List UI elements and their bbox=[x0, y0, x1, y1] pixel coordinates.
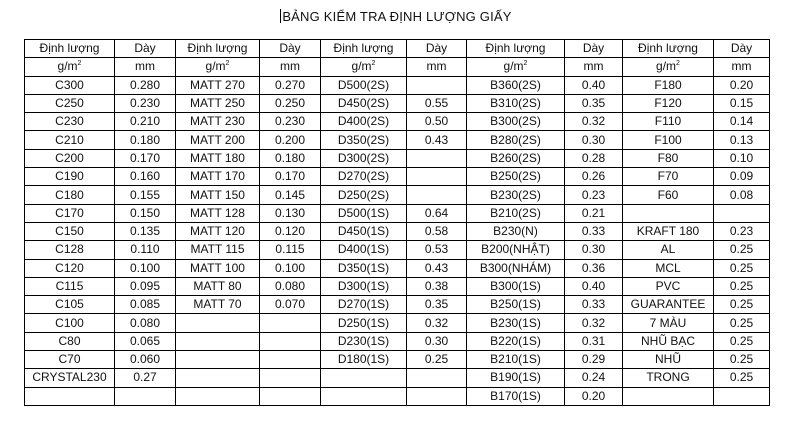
unit-gsm-exp: 2 bbox=[77, 60, 82, 68]
thickness-cell: 0.180 bbox=[115, 131, 176, 149]
weight-cell bbox=[176, 332, 260, 350]
table-row bbox=[25, 277, 770, 295]
unit-mm: mm bbox=[407, 58, 467, 76]
weight-cell: B230(N) bbox=[467, 222, 565, 240]
weight-cell: C190 bbox=[25, 168, 115, 186]
thickness-cell: 0.32 bbox=[565, 314, 623, 332]
thickness-cell bbox=[407, 369, 467, 387]
thickness-cell: 0.200 bbox=[260, 131, 321, 149]
table-row bbox=[25, 149, 770, 167]
weight-cell: MATT 120 bbox=[176, 222, 260, 240]
weight-cell: C210 bbox=[25, 131, 115, 149]
weight-cell: NHŨ BẠC bbox=[623, 332, 714, 350]
weight-cell: NHŨ bbox=[623, 351, 714, 369]
thickness-cell bbox=[115, 387, 176, 405]
thickness-cell: 0.35 bbox=[407, 296, 467, 314]
weight-cell: B280(2S) bbox=[467, 131, 565, 149]
thickness-cell bbox=[714, 204, 770, 222]
unit-gsm-exp: 2 bbox=[225, 60, 230, 68]
weight-cell: B170(1S) bbox=[467, 387, 565, 405]
unit-mm: mm bbox=[260, 58, 321, 76]
weight-cell: TRONG bbox=[623, 369, 714, 387]
weight-cell: B360(2S) bbox=[467, 76, 565, 94]
weight-cell: F120 bbox=[623, 94, 714, 112]
thickness-cell: 0.40 bbox=[565, 277, 623, 295]
weight-cell: 7 MÀU bbox=[623, 314, 714, 332]
weight-cell: B230(2S) bbox=[467, 186, 565, 204]
thickness-cell bbox=[714, 387, 770, 405]
weight-cell: GUARANTEE bbox=[623, 296, 714, 314]
header-day: Dày bbox=[407, 40, 467, 58]
weight-cell: B230(1S) bbox=[467, 314, 565, 332]
thickness-cell: 0.30 bbox=[565, 241, 623, 259]
thickness-cell: 0.10 bbox=[714, 149, 770, 167]
weight-cell: C150 bbox=[25, 222, 115, 240]
thickness-cell: 0.25 bbox=[714, 332, 770, 350]
weight-cell: MATT 270 bbox=[176, 76, 260, 94]
weight-cell: MATT 180 bbox=[176, 149, 260, 167]
thickness-cell: 0.115 bbox=[260, 241, 321, 259]
thickness-cell: 0.29 bbox=[565, 351, 623, 369]
unit-gsm bbox=[321, 58, 407, 76]
thickness-cell: 0.180 bbox=[260, 149, 321, 167]
thickness-cell: 0.135 bbox=[115, 222, 176, 240]
table-row bbox=[25, 204, 770, 222]
weight-cell: B250(2S) bbox=[467, 168, 565, 186]
thickness-cell: 0.58 bbox=[407, 222, 467, 240]
table-row bbox=[25, 296, 770, 314]
thickness-cell: 0.33 bbox=[565, 222, 623, 240]
weight-cell: B210(1S) bbox=[467, 351, 565, 369]
thickness-cell bbox=[407, 387, 467, 405]
thickness-cell bbox=[407, 186, 467, 204]
weight-cell: B190(1S) bbox=[467, 369, 565, 387]
thickness-cell: 0.170 bbox=[115, 149, 176, 167]
thickness-cell: 0.25 bbox=[714, 351, 770, 369]
thickness-cell: 0.150 bbox=[115, 204, 176, 222]
header-dinh-luong: Định lượng bbox=[25, 40, 115, 58]
thickness-cell: 0.53 bbox=[407, 241, 467, 259]
weight-cell: C105 bbox=[25, 296, 115, 314]
weight-cell bbox=[176, 314, 260, 332]
header-day: Dày bbox=[565, 40, 623, 58]
table-row bbox=[25, 387, 770, 405]
table-row bbox=[25, 168, 770, 186]
unit-mm: mm bbox=[714, 58, 770, 76]
weight-cell: D300(2S) bbox=[321, 149, 407, 167]
header-dinh-luong: Định lượng bbox=[623, 40, 714, 58]
thickness-cell: 0.100 bbox=[260, 259, 321, 277]
thickness-cell: 0.070 bbox=[260, 296, 321, 314]
table-row bbox=[25, 332, 770, 350]
weight-cell: B220(1S) bbox=[467, 332, 565, 350]
weight-cell: F110 bbox=[623, 113, 714, 131]
unit-gsm-exp: 2 bbox=[371, 60, 376, 68]
thickness-cell: 0.30 bbox=[407, 332, 467, 350]
thickness-cell: 0.36 bbox=[565, 259, 623, 277]
weight-cell: C180 bbox=[25, 186, 115, 204]
weight-cell: C115 bbox=[25, 277, 115, 295]
weight-cell: D500(1S) bbox=[321, 204, 407, 222]
thickness-cell: 0.145 bbox=[260, 186, 321, 204]
table-row bbox=[25, 351, 770, 369]
weight-cell: B300(NHÁM) bbox=[467, 259, 565, 277]
thickness-cell: 0.55 bbox=[407, 94, 467, 112]
thickness-cell: 0.100 bbox=[115, 259, 176, 277]
weight-cell bbox=[321, 369, 407, 387]
thickness-cell bbox=[407, 168, 467, 186]
thickness-cell: 0.060 bbox=[115, 351, 176, 369]
thickness-cell: 0.25 bbox=[714, 296, 770, 314]
thickness-cell: 0.080 bbox=[115, 314, 176, 332]
weight-cell: B300(2S) bbox=[467, 113, 565, 131]
weight-cell: CRYSTAL230 bbox=[25, 369, 115, 387]
thickness-cell: 0.15 bbox=[714, 94, 770, 112]
thickness-cell: 0.110 bbox=[115, 241, 176, 259]
weight-cell: D270(1S) bbox=[321, 296, 407, 314]
weight-cell: C70 bbox=[25, 351, 115, 369]
table-row bbox=[25, 259, 770, 277]
thickness-cell: 0.09 bbox=[714, 168, 770, 186]
title-text: BẢNG KIỂM TRA ĐỊNH LƯỢNG GIẤY bbox=[282, 9, 512, 24]
thickness-cell: 0.13 bbox=[714, 131, 770, 149]
thickness-cell: 0.280 bbox=[115, 76, 176, 94]
thickness-cell: 0.25 bbox=[714, 259, 770, 277]
thickness-cell: 0.25 bbox=[714, 277, 770, 295]
weight-cell: MATT 128 bbox=[176, 204, 260, 222]
weight-cell: D400(2S) bbox=[321, 113, 407, 131]
weight-cell bbox=[176, 351, 260, 369]
thickness-cell: 0.30 bbox=[565, 131, 623, 149]
thickness-cell: 0.25 bbox=[714, 369, 770, 387]
thickness-cell bbox=[407, 149, 467, 167]
header-day: Dày bbox=[115, 40, 176, 58]
table-row bbox=[25, 76, 770, 94]
weight-cell: MATT 150 bbox=[176, 186, 260, 204]
weight-cell: F100 bbox=[623, 131, 714, 149]
thickness-cell: 0.065 bbox=[115, 332, 176, 350]
weight-cell bbox=[25, 387, 115, 405]
thickness-cell: 0.38 bbox=[407, 277, 467, 295]
paper-weight-table bbox=[24, 39, 770, 406]
weight-cell: D450(2S) bbox=[321, 94, 407, 112]
weight-cell: F70 bbox=[623, 168, 714, 186]
weight-cell: D450(1S) bbox=[321, 222, 407, 240]
thickness-cell: 0.160 bbox=[115, 168, 176, 186]
weight-cell: D250(1S) bbox=[321, 314, 407, 332]
thickness-cell: 0.210 bbox=[115, 113, 176, 131]
weight-cell: MATT 250 bbox=[176, 94, 260, 112]
thickness-cell: 0.28 bbox=[565, 149, 623, 167]
unit-gsm-base: g/m bbox=[503, 59, 524, 74]
weight-cell: MATT 230 bbox=[176, 113, 260, 131]
thickness-cell: 0.095 bbox=[115, 277, 176, 295]
thickness-cell: 0.20 bbox=[565, 387, 623, 405]
table-row bbox=[25, 222, 770, 240]
table-row bbox=[25, 241, 770, 259]
weight-cell: C200 bbox=[25, 149, 115, 167]
weight-cell: C100 bbox=[25, 314, 115, 332]
table-row bbox=[25, 186, 770, 204]
weight-cell: D500(2S) bbox=[321, 76, 407, 94]
weight-cell: C120 bbox=[25, 259, 115, 277]
weight-cell: MATT 170 bbox=[176, 168, 260, 186]
thickness-cell: 0.31 bbox=[565, 332, 623, 350]
weight-cell: D400(1S) bbox=[321, 241, 407, 259]
unit-mm: mm bbox=[565, 58, 623, 76]
unit-gsm-base: g/m bbox=[351, 59, 372, 74]
thickness-cell: 0.43 bbox=[407, 259, 467, 277]
weight-cell: D270(2S) bbox=[321, 168, 407, 186]
thickness-cell: 0.23 bbox=[714, 222, 770, 240]
weight-cell: D180(1S) bbox=[321, 351, 407, 369]
thickness-cell: 0.080 bbox=[260, 277, 321, 295]
weight-cell: C300 bbox=[25, 76, 115, 94]
header-dinh-luong: Định lượng bbox=[467, 40, 565, 58]
weight-cell: PVC bbox=[623, 277, 714, 295]
thickness-cell: 0.270 bbox=[260, 76, 321, 94]
thickness-cell: 0.14 bbox=[714, 113, 770, 131]
header-row bbox=[25, 40, 770, 58]
table-row bbox=[25, 113, 770, 131]
weight-cell: C230 bbox=[25, 113, 115, 131]
weight-cell: C250 bbox=[25, 94, 115, 112]
thickness-cell: 0.085 bbox=[115, 296, 176, 314]
header-day: Dày bbox=[714, 40, 770, 58]
thickness-cell: 0.26 bbox=[565, 168, 623, 186]
unit-gsm bbox=[623, 58, 714, 76]
weight-cell: C128 bbox=[25, 241, 115, 259]
weight-cell: B200(NHẬT) bbox=[467, 241, 565, 259]
thickness-cell: 0.32 bbox=[565, 113, 623, 131]
thickness-cell bbox=[260, 314, 321, 332]
thickness-cell: 0.25 bbox=[407, 351, 467, 369]
table-row bbox=[25, 94, 770, 112]
header-dinh-luong: Định lượng bbox=[321, 40, 407, 58]
unit-gsm-exp: 2 bbox=[676, 60, 680, 68]
thickness-cell: 0.25 bbox=[714, 314, 770, 332]
thickness-cell: 0.43 bbox=[407, 131, 467, 149]
weight-cell: B310(2S) bbox=[467, 94, 565, 112]
thickness-cell: 0.24 bbox=[565, 369, 623, 387]
thickness-cell: 0.20 bbox=[714, 76, 770, 94]
unit-gsm-base: g/m bbox=[205, 59, 226, 74]
thickness-cell: 0.33 bbox=[565, 296, 623, 314]
thickness-cell: 0.25 bbox=[714, 241, 770, 259]
thickness-cell: 0.155 bbox=[115, 186, 176, 204]
weight-cell: MATT 200 bbox=[176, 131, 260, 149]
weight-cell: B260(2S) bbox=[467, 149, 565, 167]
unit-gsm bbox=[176, 58, 260, 76]
weight-cell: D300(1S) bbox=[321, 277, 407, 295]
weight-cell: MATT 115 bbox=[176, 241, 260, 259]
weight-cell: C80 bbox=[25, 332, 115, 350]
thickness-cell: 0.230 bbox=[115, 94, 176, 112]
page-title bbox=[0, 9, 792, 24]
unit-gsm bbox=[25, 58, 115, 76]
thickness-cell: 0.130 bbox=[260, 204, 321, 222]
weight-cell: MATT 100 bbox=[176, 259, 260, 277]
unit-gsm bbox=[467, 58, 565, 76]
thickness-cell: 0.23 bbox=[565, 186, 623, 204]
thickness-cell: 0.64 bbox=[407, 204, 467, 222]
thickness-cell bbox=[407, 76, 467, 94]
weight-cell: F180 bbox=[623, 76, 714, 94]
thickness-cell: 0.250 bbox=[260, 94, 321, 112]
header-day: Dày bbox=[260, 40, 321, 58]
weight-cell: C170 bbox=[25, 204, 115, 222]
thickness-cell bbox=[260, 387, 321, 405]
weight-cell: KRAFT 180 bbox=[623, 222, 714, 240]
header-dinh-luong: Định lượng bbox=[176, 40, 260, 58]
weight-cell bbox=[321, 387, 407, 405]
weight-cell: D350(1S) bbox=[321, 259, 407, 277]
weight-cell bbox=[623, 387, 714, 405]
thickness-cell bbox=[260, 332, 321, 350]
weight-cell: AL bbox=[623, 241, 714, 259]
thickness-cell bbox=[260, 351, 321, 369]
weight-cell: B250(1S) bbox=[467, 296, 565, 314]
thickness-cell bbox=[260, 369, 321, 387]
weight-cell: B210(2S) bbox=[467, 204, 565, 222]
thickness-cell: 0.40 bbox=[565, 76, 623, 94]
weight-cell bbox=[176, 369, 260, 387]
weight-cell: MATT 80 bbox=[176, 277, 260, 295]
table-body bbox=[25, 40, 770, 406]
thickness-cell: 0.21 bbox=[565, 204, 623, 222]
unit-mm: mm bbox=[115, 58, 176, 76]
unit-gsm-base: g/m bbox=[57, 59, 78, 74]
unit-gsm-exp: 2 bbox=[523, 60, 528, 68]
weight-cell bbox=[176, 387, 260, 405]
unit-gsm-base: g/m bbox=[656, 59, 677, 74]
thickness-cell: 0.230 bbox=[260, 113, 321, 131]
weight-cell: D350(2S) bbox=[321, 131, 407, 149]
weight-cell: D250(2S) bbox=[321, 186, 407, 204]
thickness-cell: 0.32 bbox=[407, 314, 467, 332]
thickness-cell: 0.08 bbox=[714, 186, 770, 204]
table-row bbox=[25, 314, 770, 332]
weight-cell: F80 bbox=[623, 149, 714, 167]
thickness-cell: 0.27 bbox=[115, 369, 176, 387]
unit-row bbox=[25, 58, 770, 76]
table-row bbox=[25, 131, 770, 149]
weight-cell: MATT 70 bbox=[176, 296, 260, 314]
thickness-cell: 0.35 bbox=[565, 94, 623, 112]
thickness-cell: 0.170 bbox=[260, 168, 321, 186]
thickness-cell: 0.120 bbox=[260, 222, 321, 240]
thickness-cell: 0.50 bbox=[407, 113, 467, 131]
weight-cell bbox=[623, 204, 714, 222]
weight-cell: B300(1S) bbox=[467, 277, 565, 295]
weight-cell: D230(1S) bbox=[321, 332, 407, 350]
table-row bbox=[25, 369, 770, 387]
weight-cell: MCL bbox=[623, 259, 714, 277]
weight-cell: F60 bbox=[623, 186, 714, 204]
